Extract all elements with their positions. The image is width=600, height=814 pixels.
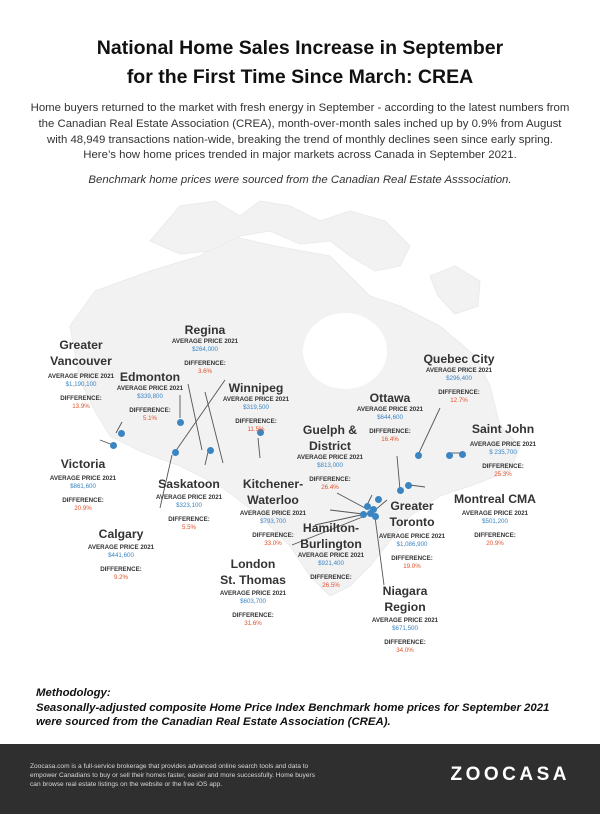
avg-price-value: $793,700	[260, 518, 286, 526]
city-calgary	[78, 526, 164, 583]
leader-line	[397, 456, 400, 490]
difference-label: DIFFERENCE:	[384, 638, 426, 646]
source-note: Benchmark home prices were sourced from the Canadian Real Estate Asssociation.	[88, 174, 512, 186]
city-name: Regina	[184, 323, 226, 337]
city-winnipeg	[213, 380, 299, 435]
city-name: Montreal CMA	[454, 492, 536, 506]
city-name: Ottawa	[369, 391, 411, 405]
difference-value: 20.9%	[486, 540, 504, 548]
methodology-section	[36, 686, 576, 730]
city-montreal-cma	[447, 491, 543, 549]
title-line-1: National Home Sales Increase in September	[96, 37, 504, 59]
difference-value: 13.9%	[72, 403, 90, 411]
avg-price-label: AVERAGE PRICE 2021	[49, 475, 117, 482]
difference-label: DIFFERENCE:	[310, 573, 352, 581]
footer-text: Zoocasa.com is a full-service brokerage that provides advanced online search tools and data to empower Canadians to buy or sell their homes faster, easier and more successfully. Home buyers can browse real estate listings on the website or the free iOS app.	[30, 763, 316, 788]
avg-price-value: $501,200	[482, 518, 508, 526]
city-hamilton-burlington	[288, 520, 374, 591]
avg-price-label: AVERAGE PRICE 2021	[378, 533, 446, 540]
avg-price-label: AVERAGE PRICE 2021	[219, 590, 287, 597]
difference-label: DIFFERENCE:	[129, 406, 171, 414]
footer	[0, 744, 600, 814]
city-name: District	[309, 439, 351, 453]
avg-price-label: AVERAGE PRICE 2021	[425, 367, 493, 374]
avg-price-label: AVERAGE PRICE 2021	[297, 552, 365, 559]
city-name: Niagara	[382, 584, 428, 598]
difference-label: DIFFERENCE:	[309, 475, 351, 483]
difference-value: 3.6%	[197, 368, 213, 376]
map-marker[interactable]	[405, 482, 412, 489]
intro-paragraph: Home buyers returned to the market with fresh energy in September - according to the latest numbers from the Canadian Real Estate Association (CREA), month-over-month sales inched up by 0.9% from August with 48,949 transactions nation-wide, breaking the trend of monthly declines seen since early spring. Here’s how home prices trended in major markets across Canada in September 2021.	[30, 102, 570, 162]
zoocasa-logo[interactable]: ZOOCASA	[450, 764, 570, 785]
city-name: Calgary	[98, 527, 144, 541]
difference-value: 33.0%	[264, 540, 282, 548]
avg-price-value: $323,100	[176, 502, 202, 510]
city-name: Vancouver	[50, 354, 112, 368]
avg-price-value: $671,500	[392, 625, 418, 633]
avg-price-value: $296,400	[446, 375, 472, 383]
map-marker[interactable]	[118, 430, 125, 437]
avg-price-label: AVERAGE PRICE 2021	[87, 544, 155, 551]
difference-label: DIFFERENCE:	[369, 427, 411, 435]
difference-value: 31.6%	[244, 620, 262, 628]
avg-price-value: $813,000	[317, 462, 343, 470]
difference-label: DIFFERENCE:	[482, 462, 524, 470]
difference-value: 26.4%	[321, 484, 339, 492]
avg-price-value: $ 235,700	[489, 449, 517, 457]
avg-price-value: $339,800	[137, 393, 163, 401]
city-name: Hamilton-	[302, 521, 360, 535]
city-name: Saint John	[471, 422, 535, 436]
map-marker[interactable]	[446, 452, 453, 459]
city-name: Quebec City	[423, 352, 495, 366]
difference-label: DIFFERENCE:	[184, 359, 226, 367]
leader-line	[410, 485, 425, 487]
difference-label: DIFFERENCE:	[60, 394, 102, 402]
difference-label: DIFFERENCE:	[252, 531, 294, 539]
difference-value: 12.7%	[450, 397, 468, 405]
difference-value: 19.0%	[403, 563, 421, 571]
city-saskatoon	[146, 476, 232, 533]
map-marker[interactable]	[397, 487, 404, 494]
difference-label: DIFFERENCE:	[232, 611, 274, 619]
city-name: Winnipeg	[228, 381, 284, 395]
difference-label: DIFFERENCE:	[474, 531, 516, 539]
avg-price-value: $264,000	[192, 346, 218, 354]
city-name: Toronto	[389, 515, 435, 529]
city-name: Victoria	[60, 457, 106, 471]
difference-label: DIFFERENCE:	[168, 515, 210, 523]
avg-price-label: AVERAGE PRICE 2021	[155, 494, 223, 501]
city-niagara-region	[362, 583, 448, 656]
difference-value: 9.2%	[113, 574, 129, 582]
city-name: Greater	[390, 499, 434, 513]
title-line-2: for the First Time Since March: CREA	[126, 66, 474, 88]
difference-label: DIFFERENCE:	[62, 496, 104, 504]
difference-value: 16.4%	[381, 436, 399, 444]
leader-line	[205, 452, 208, 465]
avg-price-label: AVERAGE PRICE 2021	[469, 441, 537, 448]
avg-price-value: $603,700	[240, 598, 266, 606]
map-marker[interactable]	[172, 449, 179, 456]
difference-value: 5.1%	[142, 415, 158, 423]
avg-price-label: AVERAGE PRICE 2021	[371, 617, 439, 624]
avg-price-value: $1,086,900	[396, 541, 428, 549]
difference-value: 34.0%	[396, 647, 414, 655]
avg-price-label: AVERAGE PRICE 2021	[296, 454, 364, 461]
city-london-st-thomas	[210, 556, 296, 629]
avg-price-value: $1,190,100	[65, 381, 97, 389]
avg-price-value: $319,500	[243, 404, 269, 412]
map-marker[interactable]	[110, 442, 117, 449]
city-name: Saskatoon	[158, 477, 220, 491]
difference-value: 26.5%	[322, 582, 340, 590]
difference-value: 5.5%	[181, 524, 197, 532]
map-marker[interactable]	[207, 447, 214, 454]
city-greater-toronto	[369, 498, 455, 572]
avg-price-value: $921,400	[318, 560, 344, 568]
avg-price-label: AVERAGE PRICE 2021	[356, 406, 424, 413]
city-edmonton	[108, 369, 192, 424]
leader-line	[337, 493, 365, 508]
difference-label: DIFFERENCE:	[235, 417, 277, 425]
city-name: Kitchener-	[242, 477, 304, 491]
city-name: St. Thomas	[220, 573, 286, 587]
leader-line	[258, 438, 260, 458]
city-victoria	[40, 456, 126, 514]
city-name: London	[230, 557, 276, 571]
city-name: Waterloo	[247, 493, 299, 507]
difference-value: 11.5%	[247, 426, 265, 434]
map-marker[interactable]	[360, 511, 367, 518]
avg-price-label: AVERAGE PRICE 2021	[239, 510, 307, 517]
avg-price-label: AVERAGE PRICE 2021	[222, 396, 290, 403]
avg-price-value: $644,600	[377, 414, 403, 422]
methodology-title: Methodology:	[36, 687, 111, 699]
map-marker[interactable]	[415, 452, 422, 459]
difference-label: DIFFERENCE:	[100, 565, 142, 573]
city-name: Greater	[59, 338, 103, 352]
avg-price-value: $861,600	[70, 483, 96, 491]
avg-price-label: AVERAGE PRICE 2021	[461, 510, 529, 517]
difference-label: DIFFERENCE:	[391, 554, 433, 562]
city-name: Region	[384, 600, 426, 614]
city-name: Guelph &	[302, 423, 358, 437]
avg-price-label: AVERAGE PRICE 2021	[47, 373, 115, 380]
avg-price-label: AVERAGE PRICE 2021	[171, 338, 239, 345]
difference-label: DIFFERENCE:	[438, 388, 480, 396]
methodology-body: Seasonally-adjusted composite Home Price Index Benchmark home prices for September 2021 were sourced from the Canadian Real Estate Association (CREA).	[36, 701, 550, 728]
leader-line	[330, 510, 363, 514]
avg-price-label: AVERAGE PRICE 2021	[116, 385, 184, 392]
difference-value: 20.9%	[74, 505, 92, 513]
city-saint-john	[460, 421, 546, 480]
difference-value: 25.3%	[494, 471, 512, 479]
city-name: Burlington	[300, 537, 362, 551]
avg-price-value: $441,600	[108, 552, 134, 560]
city-name: Edmonton	[119, 370, 181, 384]
